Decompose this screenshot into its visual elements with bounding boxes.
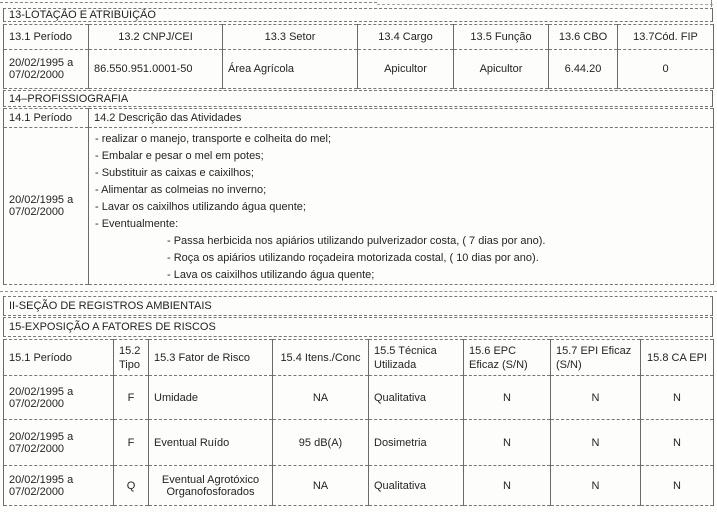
cell-ca-epi: N: [641, 466, 714, 506]
cell-ca-epi: N: [641, 376, 714, 420]
section-13-title: 13-LOTAÇÃO E ATRIBUIÇÃO: [3, 8, 713, 22]
cell-cod-fip: 0: [618, 50, 714, 89]
cell-tecnica: Qualitativa: [369, 376, 464, 420]
col-header-cnpj-cei: 13.2 CNPJ/CEI: [89, 25, 223, 50]
cell-periodo: 20/02/1995 a 07/02/2000: [4, 420, 114, 466]
scan-artifact-line: [0, 2, 377, 3]
lotacao-table: [3, 24, 714, 89]
section-ii-registros-ambientais: [3, 296, 713, 506]
activity-line: - realizar o manejo, transporte e colheita do mel;: [95, 133, 332, 145]
cell-tipo: Q: [114, 466, 149, 506]
section-13-lotacao-atribuicao: [3, 8, 713, 89]
cell-fator-risco: Umidade: [149, 376, 273, 420]
scan-artifact-line: [711, 0, 712, 7]
cell-itens-conc: 95 dB(A): [273, 420, 369, 466]
scan-artifact-line: [0, 291, 717, 292]
col-header-fator-risco: 15.3 Fator de Risco: [149, 340, 273, 376]
table-row: [4, 466, 714, 506]
cell-epc: N: [464, 420, 551, 466]
activity-subline: - Roça os apiários utilizando roçadeira motorizada costal, ( 10 dias por ano).: [167, 252, 539, 264]
col-header-itens-conc: 15.4 Itens./Conc: [273, 340, 369, 376]
col-header-periodo: 14.1 Período: [4, 109, 89, 128]
activity-line: - Embalar e pesar o mel em potes;: [95, 150, 264, 162]
table-row: [4, 376, 714, 420]
table-header-row: [4, 109, 714, 128]
activity-line: - Eventualmente:: [95, 218, 179, 230]
col-header-cod-fip: 13.7Cód. FIP: [618, 25, 714, 50]
col-header-epc-eficaz: 15.6 EPC Eficaz (S/N): [464, 340, 551, 376]
table-row: [4, 50, 714, 89]
activity-line: - Alimentar as colmeias no inverno;: [95, 184, 267, 196]
scan-artifact-line: [377, 4, 713, 5]
cell-fator-risco: Eventual Ruído: [149, 420, 273, 466]
cell-itens-conc: NA: [273, 466, 369, 506]
cell-tecnica: Dosimetria: [369, 420, 464, 466]
cell-tipo: F: [114, 420, 149, 466]
cell-epi: N: [551, 420, 641, 466]
col-header-cbo: 13.6 CBO: [549, 25, 618, 50]
cell-cbo: 6.44.20: [549, 50, 618, 89]
cell-tipo: F: [114, 376, 149, 420]
cell-epc: N: [464, 466, 551, 506]
col-header-descricao-atividades: 14.2 Descrição das Atividades: [89, 109, 714, 128]
section-ii-title: II-SEÇÃO DE REGISTROS AMBIENTAIS: [3, 296, 713, 316]
cell-cnpj-cei: 86.550.951.0001-50: [89, 50, 223, 89]
col-header-tecnica-utilizada: 15.5 Técnica Utilizada: [369, 340, 464, 376]
col-header-tipo: 15.2 Tipo: [114, 340, 149, 376]
cell-itens-conc: NA: [273, 376, 369, 420]
cell-periodo: 20/02/1995 a 07/02/2000: [4, 50, 89, 89]
cell-funcao: Apicultor: [454, 50, 549, 89]
section-15-title: 15-EXPOSIÇÃO A FATORES DE RISCOS: [3, 317, 713, 337]
col-header-epi-eficaz: 15.7 EPI Eficaz (S/N): [551, 340, 641, 376]
cell-tecnica: Qualitativa: [369, 466, 464, 506]
cell-descricao-atividades: [89, 128, 714, 285]
cell-fator-risco: Eventual Agrotóxico Organofosforados: [149, 466, 273, 506]
table-row: [4, 420, 714, 466]
cell-periodo: 20/02/1995 a 07/02/2000: [4, 128, 89, 285]
activity-subline: - Passa herbicida nos apiários utilizando pulverizador costa, ( 7 dias por ano).: [167, 235, 546, 247]
profissiografia-table: [3, 108, 714, 285]
cell-cargo: Apicultor: [358, 50, 454, 89]
activity-line: - Lavar os caixilhos utilizando água quente;: [95, 201, 306, 213]
col-header-periodo: 13.1 Período: [4, 25, 89, 50]
cell-setor: Área Agrícola: [223, 50, 358, 89]
cell-epc: N: [464, 376, 551, 420]
cell-periodo: 20/02/1995 a 07/02/2000: [4, 466, 114, 506]
table-row: [4, 128, 714, 285]
activity-line: - Substituir as caixas e caixilhos;: [95, 167, 254, 179]
table-header-row: [4, 25, 714, 50]
cell-ca-epi: N: [641, 420, 714, 466]
section-14-title: 14–PROFISSIOGRAFIA: [3, 90, 713, 107]
exposicao-riscos-table: [3, 339, 714, 506]
cell-epi: N: [551, 376, 641, 420]
col-header-cargo: 13.4 Cargo: [358, 25, 454, 50]
cell-periodo: 20/02/1995 a 07/02/2000: [4, 376, 114, 420]
section-14-profissiografia: [3, 90, 713, 285]
col-header-funcao: 13.5 Função: [454, 25, 549, 50]
table-header-row: [4, 340, 714, 376]
activity-subline: - Lava os caixilhos utilizando água quente;: [167, 269, 375, 281]
col-header-periodo: 15.1 Período: [4, 340, 114, 376]
col-header-ca-epi: 15.8 CA EPI: [641, 340, 714, 376]
col-header-setor: 13.3 Setor: [223, 25, 358, 50]
cell-epi: N: [551, 466, 641, 506]
